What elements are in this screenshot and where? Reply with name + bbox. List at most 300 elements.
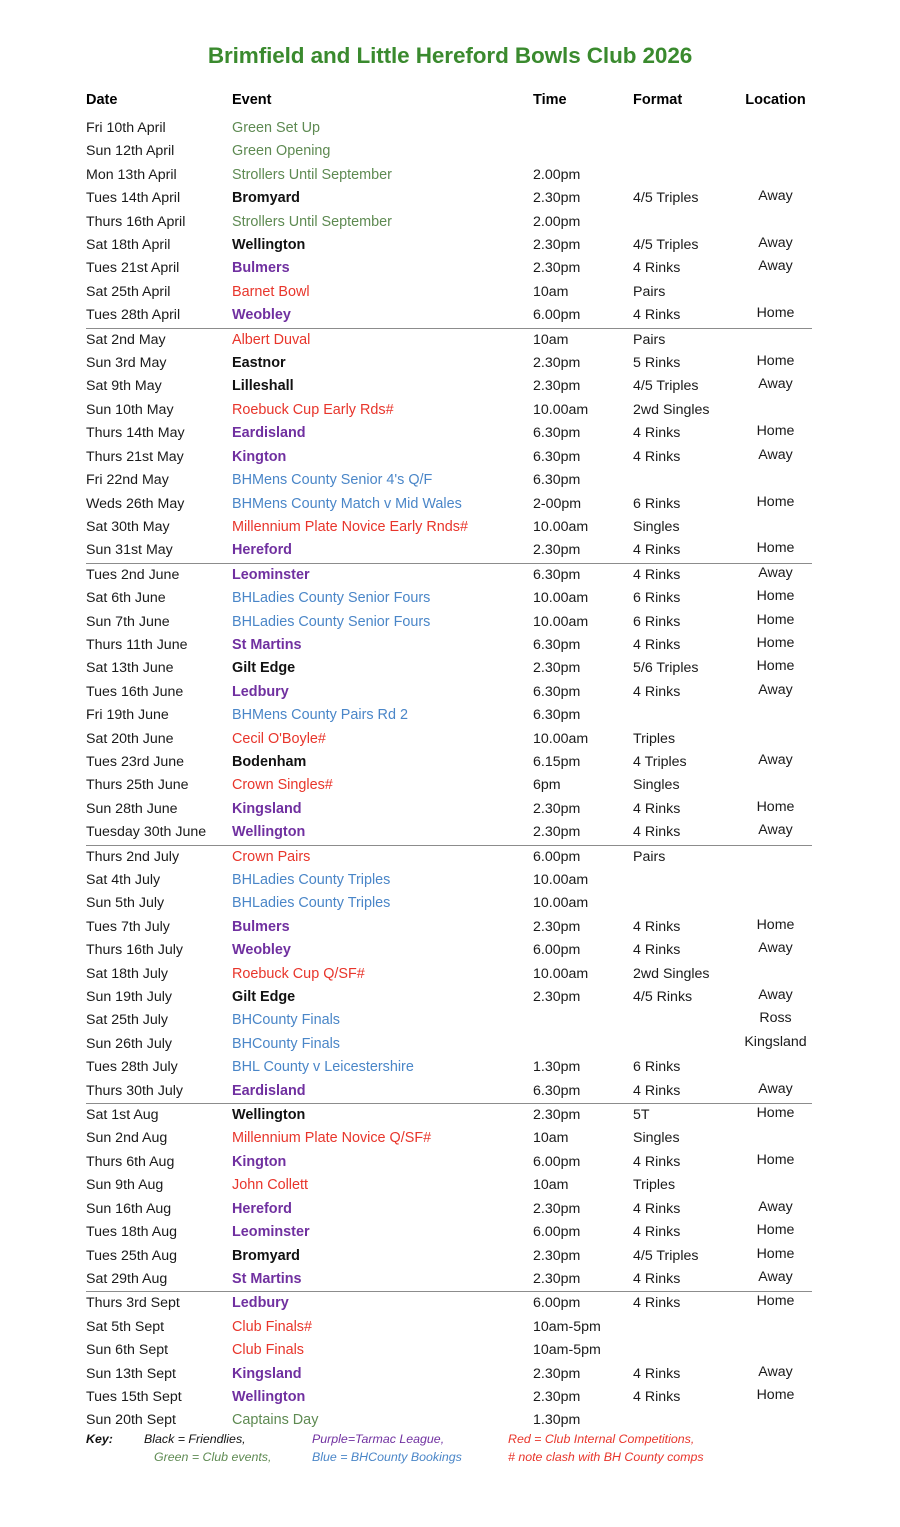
fixture-event: BHLadies County Senior Fours bbox=[232, 613, 431, 630]
fixture-location: Home bbox=[756, 1105, 795, 1122]
fixture-time: 10.00am bbox=[533, 965, 589, 982]
fixture-time: 10am-5pm bbox=[533, 1342, 601, 1359]
table-row bbox=[86, 821, 812, 845]
fixture-event: Lilleshall bbox=[232, 378, 294, 395]
fixture-time: 10.00am bbox=[533, 518, 589, 535]
fixture-time: 10am bbox=[533, 1177, 569, 1194]
fixture-date: Tues 2nd June bbox=[86, 566, 180, 583]
fixture-time: 6.00pm bbox=[533, 942, 581, 959]
fixture-date: Sun 16th Aug bbox=[86, 1200, 172, 1217]
fixture-format: 4 Rinks bbox=[633, 683, 681, 700]
fixture-date: Sun 9th Aug bbox=[86, 1177, 164, 1194]
fixture-date: Thurs 11th June bbox=[86, 636, 188, 653]
fixture-time: 10.00am bbox=[533, 895, 589, 912]
fixture-format: Singles bbox=[633, 518, 680, 535]
fixture-date: Sat 25th April bbox=[86, 283, 171, 300]
fixture-format: 4/5 Triples bbox=[633, 237, 699, 254]
fixture-date: Thurs 30th July bbox=[86, 1080, 232, 1104]
fixture-date: Tues 14th April bbox=[86, 190, 181, 207]
table-row bbox=[86, 187, 812, 210]
fixture-format: 4 Rinks bbox=[633, 566, 681, 583]
fixture-location bbox=[739, 211, 812, 234]
table-row bbox=[86, 1221, 812, 1244]
fixture-format: 4 Rinks bbox=[633, 636, 681, 653]
fixture-date: Sat 6th June bbox=[86, 590, 166, 607]
fixture-date: Tues 15th Sept bbox=[86, 1388, 182, 1405]
fixture-location bbox=[739, 728, 812, 751]
fixture-format bbox=[633, 1409, 739, 1432]
fixture-location: Home bbox=[756, 353, 795, 370]
fixture-time: 6.00pm bbox=[533, 1295, 581, 1312]
fixture-location: Away bbox=[758, 987, 793, 1004]
fixture-time: 2.30pm bbox=[533, 378, 581, 395]
fixture-format: Pairs bbox=[633, 848, 666, 865]
table-row bbox=[86, 939, 812, 962]
fixture-format bbox=[633, 1316, 739, 1339]
fixture-time: 1.30pm bbox=[533, 1412, 581, 1429]
fixture-date: Thurs 14th May bbox=[86, 425, 185, 442]
fixture-date: Sun 19th July bbox=[86, 989, 172, 1006]
fixture-format: 4 Rinks bbox=[633, 1365, 681, 1382]
fixture-location: Away bbox=[758, 188, 793, 205]
fixture-format: 4 Rinks bbox=[633, 918, 681, 935]
fixture-time: 2.30pm bbox=[533, 1247, 581, 1264]
fixture-time: 2.30pm bbox=[533, 260, 581, 277]
fixture-date: Sat 13th June bbox=[86, 660, 174, 677]
fixture-time: 6.30pm bbox=[533, 1080, 633, 1104]
fixture-event: BHCounty Finals bbox=[232, 1012, 340, 1029]
table-row bbox=[86, 1339, 812, 1362]
fixture-date: Sat 18th July bbox=[86, 965, 169, 982]
fixture-date: Sat 30th May bbox=[86, 518, 170, 535]
fixture-location: Away bbox=[758, 751, 793, 768]
fixture-date: Fri 10th April bbox=[86, 120, 166, 136]
fixture-format bbox=[633, 1339, 739, 1362]
fixture-time: 6.00pm bbox=[533, 1224, 581, 1241]
fixture-time: 2.30pm bbox=[533, 539, 633, 563]
table-row bbox=[86, 117, 812, 140]
fixture-event: BHMens County Pairs Rd 2 bbox=[232, 707, 408, 724]
fixture-format: 6 Rinks bbox=[633, 495, 681, 512]
fixture-location: Away bbox=[739, 1080, 812, 1104]
fixture-event: Kingsland bbox=[232, 1365, 302, 1382]
fixture-event: Kington bbox=[232, 1153, 287, 1170]
fixture-format: 5T bbox=[633, 1107, 650, 1124]
fixture-time: 10am bbox=[533, 1130, 569, 1147]
key-red-internal: Red = Club Internal Competitions, bbox=[508, 1432, 695, 1446]
fixture-event: BHMens County Senior 4's Q/F bbox=[232, 472, 433, 489]
fixture-event: Kington bbox=[232, 448, 287, 465]
fixture-time: 6pm bbox=[533, 777, 561, 794]
fixture-format: 4 Rinks bbox=[633, 1200, 681, 1217]
fixture-time: 6.00pm bbox=[533, 304, 633, 328]
table-row bbox=[86, 399, 812, 422]
fixture-location: Kingsland bbox=[744, 1033, 807, 1050]
fixture-event: Hereford bbox=[232, 1200, 292, 1217]
fixture-date: Sun 6th Sept bbox=[86, 1342, 169, 1359]
fixture-date: Sat 9th May bbox=[86, 378, 162, 395]
table-row bbox=[86, 469, 812, 492]
fixture-date: Thurs 2nd July bbox=[86, 848, 180, 865]
fixture-format: 4 Rinks bbox=[633, 1224, 681, 1241]
table-header bbox=[86, 92, 812, 117]
table-row bbox=[86, 704, 812, 727]
fixture-time: 6.30pm bbox=[533, 566, 581, 583]
fixture-location: Away bbox=[758, 376, 793, 393]
fixture-format: Singles bbox=[633, 777, 680, 794]
fixture-location: Away bbox=[758, 1198, 793, 1215]
fixture-date: Thurs 3rd Sept bbox=[86, 1295, 180, 1312]
fixture-location bbox=[739, 1174, 812, 1197]
key-green-club-events: Green = Club events, bbox=[154, 1449, 272, 1464]
fixture-date: Sat 20th June bbox=[86, 730, 174, 747]
fixture-location bbox=[739, 869, 812, 892]
fixture-format: 4/5 Triples bbox=[633, 190, 699, 207]
fixture-event: Gilt Edge bbox=[232, 989, 296, 1006]
table-row bbox=[86, 681, 812, 704]
fixture-format: 4 Rinks bbox=[633, 1268, 739, 1292]
fixture-location bbox=[739, 892, 812, 915]
fixture-time: 6.15pm bbox=[533, 753, 581, 770]
table-row bbox=[86, 352, 812, 375]
table-row bbox=[86, 611, 812, 634]
fixture-location: Home bbox=[756, 916, 795, 933]
fixture-time: 6.30pm bbox=[533, 472, 581, 489]
fixture-location bbox=[739, 328, 812, 352]
fixture-time: 2.30pm bbox=[533, 190, 581, 207]
fixture-time: 10.00am bbox=[533, 590, 589, 607]
fixture-format bbox=[633, 469, 739, 492]
fixture-time: 6.30pm bbox=[533, 448, 581, 465]
fixture-location bbox=[739, 1339, 812, 1362]
fixture-event: BHMens County Match v Mid Wales bbox=[232, 495, 462, 512]
fixture-time: 6.30pm bbox=[533, 683, 581, 700]
table-row bbox=[86, 1174, 812, 1197]
fixture-event: Weobley bbox=[232, 942, 291, 959]
fixture-format: 4/5 Triples bbox=[633, 1247, 699, 1264]
fixture-date: Tues 23rd June bbox=[86, 753, 185, 770]
fixture-time: 2.30pm bbox=[533, 821, 633, 845]
fixture-format bbox=[633, 1009, 739, 1032]
fixture-date: Thurs 16th July bbox=[86, 942, 183, 959]
fixture-date: Sun 28th June bbox=[86, 800, 178, 817]
fixture-format: 4 Rinks bbox=[633, 800, 681, 817]
fixture-time: 2.30pm bbox=[533, 1388, 581, 1405]
fixture-format: 6 Rinks bbox=[633, 590, 681, 607]
fixture-time bbox=[533, 1033, 633, 1056]
fixture-time: 10.00am bbox=[533, 613, 589, 630]
fixture-format: 2wd Singles bbox=[633, 401, 710, 418]
fixture-date: Tuesday 30th June bbox=[86, 821, 232, 845]
fixture-date: Sat 2nd May bbox=[86, 331, 166, 348]
fixture-event: Bromyard bbox=[232, 1247, 300, 1264]
fixture-date: Sun 5th July bbox=[86, 895, 165, 912]
fixture-event: Captains Day bbox=[232, 1412, 319, 1429]
fixture-date: Sun 3rd May bbox=[86, 355, 167, 372]
fixtures-table bbox=[86, 92, 812, 1433]
fixture-time: 2.30pm bbox=[533, 800, 581, 817]
fixture-event: Wellington bbox=[232, 821, 533, 845]
fixture-location: Home bbox=[756, 588, 795, 605]
fixture-time: 2.30pm bbox=[533, 660, 581, 677]
fixture-location: Away bbox=[758, 564, 793, 581]
fixture-event: Wellington bbox=[232, 237, 306, 254]
fixture-location: Home bbox=[756, 1222, 795, 1239]
fixture-date: Sun 31st May bbox=[86, 539, 232, 563]
fixture-location bbox=[739, 1316, 812, 1339]
fixture-date: Thurs 25th June bbox=[86, 777, 189, 794]
fixture-event: Green Set Up bbox=[232, 120, 320, 136]
table-row bbox=[86, 1080, 812, 1104]
fixture-event: Bulmers bbox=[232, 918, 290, 935]
fixture-date: Weds 26th May bbox=[86, 495, 185, 512]
table-row bbox=[86, 1104, 812, 1128]
table-row bbox=[86, 328, 812, 352]
table-row bbox=[86, 845, 812, 869]
fixture-location bbox=[739, 469, 812, 492]
table-row bbox=[86, 1409, 812, 1432]
fixture-event: Millennium Plate Novice Q/SF# bbox=[232, 1130, 432, 1147]
fixture-time bbox=[533, 1009, 633, 1032]
fixture-time: 6.00pm bbox=[533, 1153, 581, 1170]
fixture-format: 4 Rinks bbox=[633, 821, 739, 845]
fixture-event: Crown Pairs bbox=[232, 848, 311, 865]
fixture-location: Home bbox=[756, 1293, 795, 1310]
fixture-location: Away bbox=[758, 681, 793, 698]
fixture-date: Fri 22nd May bbox=[86, 472, 169, 489]
fixture-format: Pairs bbox=[633, 283, 666, 300]
fixture-time: 2-00pm bbox=[533, 495, 582, 512]
fixture-format: 4 Rinks bbox=[633, 1388, 681, 1405]
fixture-event: BHL County v Leicestershire bbox=[232, 1059, 414, 1076]
fixture-location bbox=[739, 516, 812, 539]
fixture-event: St Martins bbox=[232, 1268, 533, 1292]
key-purple-league: Purple=Tarmac League, bbox=[312, 1432, 445, 1446]
fixture-format: Pairs bbox=[633, 331, 666, 348]
fixture-format: 6 Rinks bbox=[633, 613, 681, 630]
fixture-date: Sun 10th May bbox=[86, 401, 174, 418]
fixture-location: Home bbox=[756, 798, 795, 815]
fixture-format: 4 Triples bbox=[633, 753, 687, 770]
fixture-event: Green Opening bbox=[232, 143, 331, 160]
table-row bbox=[86, 234, 812, 257]
table-row bbox=[86, 375, 812, 398]
fixture-date: Sat 1st Aug bbox=[86, 1107, 159, 1124]
fixture-date: Sun 12th April bbox=[86, 143, 175, 160]
fixture-date: Sun 20th Sept bbox=[86, 1412, 176, 1429]
fixture-location bbox=[739, 1056, 812, 1079]
fixture-format: 4 Rinks bbox=[633, 1080, 739, 1104]
fixture-date: Sun 2nd Aug bbox=[86, 1130, 168, 1147]
fixture-time: 2.30pm bbox=[533, 1200, 581, 1217]
fixture-location: Home bbox=[756, 423, 795, 440]
fixture-date: Tues 25th Aug bbox=[86, 1247, 177, 1264]
table-row bbox=[86, 1127, 812, 1150]
fixture-time bbox=[533, 140, 633, 163]
fixture-location: Home bbox=[756, 658, 795, 675]
fixture-location: Away bbox=[758, 1363, 793, 1380]
fixture-date: Fri 19th June bbox=[86, 707, 169, 724]
fixture-location: Home bbox=[756, 1151, 795, 1168]
fixture-event: Wellington bbox=[232, 1388, 306, 1405]
fixture-event: Ledbury bbox=[232, 683, 289, 700]
table-row bbox=[86, 916, 812, 939]
fixture-time: 10.00am bbox=[533, 730, 589, 747]
table-row bbox=[86, 563, 812, 587]
table-row bbox=[86, 1245, 812, 1268]
fixture-location: Away bbox=[739, 1268, 812, 1292]
fixture-date: Sat 5th Sept bbox=[86, 1318, 165, 1335]
table-row bbox=[86, 1292, 812, 1316]
key-label-spacer bbox=[86, 1449, 144, 1467]
table-row bbox=[86, 211, 812, 234]
fixture-time: 10am-5pm bbox=[533, 1318, 601, 1335]
fixture-event: Club Finals bbox=[232, 1342, 304, 1359]
fixture-date: Sat 4th July bbox=[86, 872, 161, 888]
fixture-time: 2.00pm bbox=[533, 213, 581, 230]
table-row bbox=[86, 422, 812, 445]
fixture-location: Away bbox=[739, 821, 812, 845]
fixture-time: 6.30pm bbox=[533, 636, 581, 653]
key-blue-bookings: Blue = BHCounty Bookings bbox=[312, 1449, 462, 1464]
fixture-format: 4 Rinks bbox=[633, 260, 681, 277]
fixture-location: Away bbox=[758, 235, 793, 252]
table-row bbox=[86, 539, 812, 563]
column-header-event: Event bbox=[232, 92, 272, 108]
fixture-event: Leominster bbox=[232, 566, 310, 583]
fixture-event: Cecil O'Boyle# bbox=[232, 730, 326, 747]
fixture-location bbox=[739, 963, 812, 986]
fixture-format: 6 Rinks bbox=[633, 1059, 681, 1076]
fixture-event: BHLadies County Senior Fours bbox=[232, 590, 431, 607]
fixture-event: Leominster bbox=[232, 1224, 310, 1241]
fixture-date: Tues 21st April bbox=[86, 260, 180, 277]
fixture-format bbox=[633, 164, 739, 187]
table-row bbox=[86, 1268, 812, 1292]
fixture-format: 5/6 Triples bbox=[633, 660, 699, 677]
table-row bbox=[86, 257, 812, 280]
fixture-time: 2.30pm bbox=[533, 355, 581, 372]
fixture-date: Tues 18th Aug bbox=[86, 1224, 177, 1241]
fixture-event: Bulmers bbox=[232, 260, 290, 277]
fixture-format: Singles bbox=[633, 1130, 680, 1147]
column-header-location: Location bbox=[745, 92, 806, 108]
table-row bbox=[86, 986, 812, 1009]
table-row bbox=[86, 1009, 812, 1032]
fixture-time: 6.30pm bbox=[533, 425, 581, 442]
fixture-location: Home bbox=[756, 634, 795, 651]
fixture-date: Thurs 16th April bbox=[86, 213, 186, 230]
fixture-format: 4 Rinks bbox=[633, 1153, 681, 1170]
fixture-location: Home bbox=[756, 1245, 795, 1262]
header-row bbox=[86, 92, 812, 117]
fixture-time bbox=[533, 117, 633, 140]
fixture-event: Bromyard bbox=[232, 190, 300, 207]
table-row bbox=[86, 446, 812, 469]
fixture-event: Eardisland bbox=[232, 1080, 533, 1104]
fixture-date: Sun 7th June bbox=[86, 613, 170, 630]
fixture-format bbox=[633, 1033, 739, 1056]
fixture-event: Roebuck Cup Early Rds# bbox=[232, 401, 394, 418]
fixture-time: 2.30pm bbox=[533, 918, 581, 935]
fixture-date: Sat 18th April bbox=[86, 237, 171, 254]
fixture-location bbox=[739, 1127, 812, 1150]
fixture-event: St Martins bbox=[232, 636, 302, 653]
fixture-time: 10.00am bbox=[533, 872, 589, 888]
fixture-location: Away bbox=[758, 258, 793, 275]
fixture-format: 4 Rinks bbox=[633, 304, 739, 328]
fixture-location bbox=[739, 399, 812, 422]
fixture-date: Sun 26th July bbox=[86, 1035, 172, 1052]
fixture-date: Tues 16th June bbox=[86, 683, 184, 700]
column-header-date: Date bbox=[86, 92, 118, 108]
fixture-event: Albert Duval bbox=[232, 331, 311, 348]
fixture-event: Weobley bbox=[232, 304, 533, 328]
table-row bbox=[86, 751, 812, 774]
table-row bbox=[86, 1151, 812, 1174]
fixture-location bbox=[739, 117, 812, 140]
fixture-date: Tues 28th April bbox=[86, 304, 232, 328]
fixture-format bbox=[633, 892, 739, 915]
fixture-format: 4 Rinks bbox=[633, 539, 739, 563]
fixture-location bbox=[739, 774, 812, 797]
fixture-event: Eastnor bbox=[232, 355, 286, 372]
table-row bbox=[86, 587, 812, 610]
column-header-time: Time bbox=[533, 92, 567, 108]
table-row bbox=[86, 728, 812, 751]
fixture-location bbox=[739, 140, 812, 163]
fixture-location bbox=[739, 164, 812, 187]
key-label: Key: bbox=[86, 1432, 113, 1446]
fixture-event: Strollers Until September bbox=[232, 166, 392, 183]
fixture-event: BHLadies County Triples bbox=[232, 872, 391, 888]
fixture-event: Hereford bbox=[232, 539, 533, 563]
fixture-location: Away bbox=[758, 446, 793, 463]
fixture-location bbox=[739, 845, 812, 869]
fixture-event: Roebuck Cup Q/SF# bbox=[232, 965, 365, 982]
table-body bbox=[86, 117, 812, 1433]
table-row bbox=[86, 1363, 812, 1386]
fixture-date: Sat 29th Aug bbox=[86, 1268, 232, 1292]
legend-key bbox=[86, 1431, 812, 1466]
fixture-time: 6.30pm bbox=[533, 707, 581, 724]
fixture-location: Home bbox=[756, 611, 795, 628]
fixture-event: Barnet Bowl bbox=[232, 283, 310, 300]
table-row bbox=[86, 963, 812, 986]
fixture-location: Home bbox=[756, 493, 795, 510]
fixture-date: Sat 25th July bbox=[86, 1012, 169, 1029]
table-row bbox=[86, 869, 812, 892]
fixture-format: Triples bbox=[633, 730, 676, 747]
fixture-date: Thurs 6th Aug bbox=[86, 1153, 175, 1170]
table-row bbox=[86, 493, 812, 516]
table-row bbox=[86, 1056, 812, 1079]
fixture-time: 2.30pm bbox=[533, 1107, 581, 1124]
fixture-format: 4 Rinks bbox=[633, 1295, 681, 1312]
table-row bbox=[86, 1386, 812, 1409]
key-black-friendlies: Black = Friendlies, bbox=[144, 1432, 246, 1446]
table-row bbox=[86, 140, 812, 163]
key-hash-note: # note clash with BH County comps bbox=[508, 1449, 704, 1464]
fixture-time: 2.00pm bbox=[533, 166, 581, 183]
fixture-event: Bodenham bbox=[232, 753, 307, 770]
table-row bbox=[86, 304, 812, 328]
fixture-location bbox=[739, 1409, 812, 1432]
fixture-time: 10am bbox=[533, 283, 569, 300]
fixture-format: 4 Rinks bbox=[633, 942, 681, 959]
fixture-time: 2.30pm bbox=[533, 1268, 633, 1292]
fixture-event: BHCounty Finals bbox=[232, 1035, 340, 1052]
